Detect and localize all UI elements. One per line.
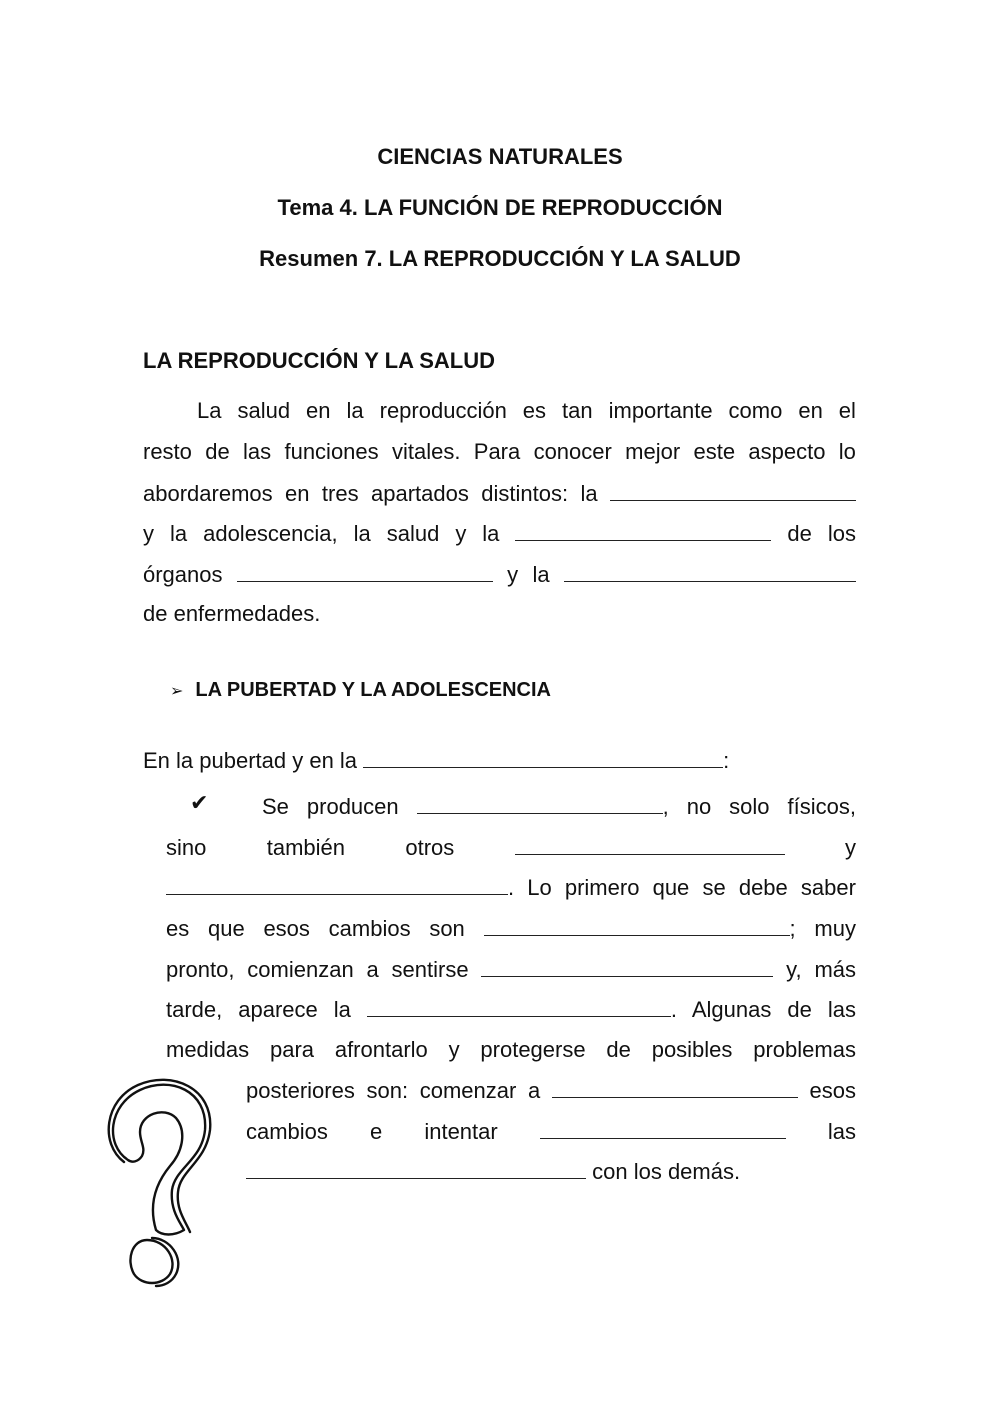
paragraph-line-1: La salud en la reproducción es tan importante como en el [197, 398, 856, 423]
bullet-line-1: Se producen , no solo físicos, [262, 794, 856, 819]
blank-10[interactable] [481, 956, 773, 977]
subsection-heading: ➢ LA PUBERTAD Y LA ADOLESCENCIA [170, 679, 551, 701]
paragraph-line-5: órganos y la [143, 561, 856, 588]
bullet-line-9: cambios e intentar las [246, 1119, 856, 1144]
paragraph-line-6: de enfermedades. [143, 601, 321, 626]
blank-5[interactable] [363, 747, 723, 768]
bullet-line-8: posteriores son: comenzar a esos [246, 1078, 856, 1103]
paragraph-line-4: y la adolescencia, la salud y la de los [143, 521, 856, 546]
bullet-line-2: sino también otros y [166, 835, 856, 860]
summary-title: Resumen 7. LA REPRODUCCIÓN Y LA SALUD [259, 246, 741, 271]
blank-1[interactable] [610, 480, 856, 501]
blank-2[interactable] [515, 520, 771, 541]
blank-12[interactable] [552, 1077, 798, 1098]
question-mark-icon [100, 1070, 220, 1300]
bullet-line-5: pronto, comienzan a sentirse y, más [166, 957, 857, 982]
blank-13[interactable] [540, 1118, 786, 1139]
bullet-line-10: con los demás. [246, 1158, 740, 1185]
bullet-line-4: es que esos cambios son ; muy [166, 916, 856, 941]
blank-6[interactable] [417, 793, 663, 814]
blank-9[interactable] [484, 915, 790, 936]
bullet-line-6: tarde, aparece la . Algunas de las [166, 997, 856, 1022]
blank-4[interactable] [564, 561, 856, 582]
check-mark-icon: ✔ [190, 790, 209, 815]
arrow-bullet-icon: ➢ [170, 683, 184, 700]
blank-7[interactable] [515, 834, 785, 855]
blank-3[interactable] [237, 561, 493, 582]
bullet-line-7: medidas para afrontarlo y protegerse de posibles problemas [166, 1037, 856, 1062]
paragraph-line-2: resto de las funciones vitales. Para conocer mejor este aspecto lo [143, 439, 856, 464]
blank-8[interactable] [166, 874, 508, 895]
intro-line: En la pubertad y en la : [143, 748, 730, 773]
topic-title: Tema 4. LA FUNCIÓN DE REPRODUCCIÓN [277, 195, 723, 220]
blank-11[interactable] [367, 996, 671, 1017]
section-heading: LA REPRODUCCIÓN Y LA SALUD [143, 348, 496, 373]
bullet-line-3: . Lo primero que se debe saber [166, 874, 856, 901]
paragraph-line-3: abordaremos en tres apartados distintos: la [143, 480, 856, 507]
blank-14[interactable] [246, 1158, 586, 1179]
subject-title: CIENCIAS NATURALES [377, 144, 623, 169]
